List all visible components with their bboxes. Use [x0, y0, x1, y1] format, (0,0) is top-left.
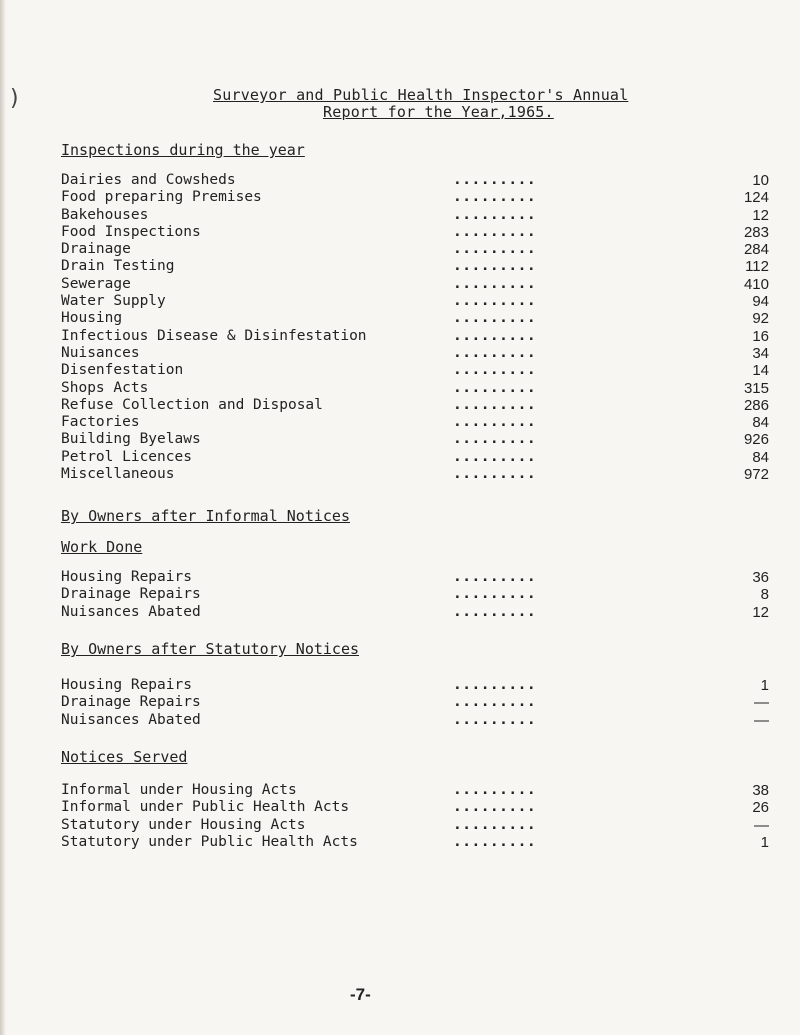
table-row [61, 345, 781, 362]
dot-leader: ......... [453, 223, 537, 240]
row-label: Statutory under Public Health Acts [61, 833, 358, 850]
table-row [61, 276, 781, 293]
row-label: Infectious Disease & Disinfestation [61, 327, 367, 344]
dot-leader: ......... [453, 677, 537, 693]
row-label: Housing [61, 310, 123, 327]
dot-leader: ......... [453, 711, 537, 728]
row-value: 124 [743, 189, 769, 207]
row-label: Miscellaneous [61, 466, 175, 483]
row-label: Food Inspections [61, 223, 201, 240]
row-value: — [754, 711, 769, 729]
table-row [61, 569, 781, 586]
row-value: 972 [743, 466, 769, 484]
row-value: 112 [745, 258, 769, 276]
dot-leader: ......... [453, 241, 537, 258]
dot-leader: ......... [453, 344, 537, 361]
row-value: 84 [752, 414, 769, 432]
work-done-heading: Work Done [61, 538, 143, 556]
row-value: 926 [743, 431, 769, 449]
table-row [61, 380, 781, 397]
table-row [61, 258, 781, 275]
row-value: 283 [743, 223, 769, 241]
row-label: Disenfestation [61, 362, 184, 379]
table-row [61, 328, 781, 345]
row-value: 315 [743, 379, 769, 397]
row-label: Drainage Repairs [61, 694, 201, 711]
binding-mark: ) [8, 86, 22, 111]
row-label: Drainage [61, 241, 131, 258]
row-label: Building Byelaws [61, 431, 201, 448]
dot-leader: ......... [453, 414, 537, 431]
page-edge-shadow [0, 0, 6, 1035]
row-label: Informal under Public Health Acts [61, 799, 350, 816]
table-row [61, 449, 781, 466]
row-value: — [754, 816, 769, 834]
row-value: 1 [760, 833, 769, 851]
table-row [61, 586, 781, 603]
table-row [61, 172, 781, 189]
table-row [61, 362, 781, 379]
row-value: 14 [752, 362, 769, 380]
inspections-list [61, 172, 781, 483]
row-value: 16 [752, 327, 769, 345]
row-label: Nuisances Abated [61, 711, 201, 728]
informal-notices-heading: By Owners after Informal Notices [61, 507, 350, 525]
row-value: 12 [752, 206, 769, 224]
title-line-1: Surveyor and Public Health Inspector's Annual [213, 86, 629, 104]
row-label: Drain Testing [61, 258, 175, 275]
table-row [61, 799, 781, 816]
table-row [61, 712, 781, 729]
table-row [61, 241, 781, 258]
row-value: — [754, 694, 769, 712]
row-value: 36 [752, 569, 769, 586]
row-label: Nuisances [61, 344, 140, 361]
row-label: Bakehouses [61, 206, 149, 223]
statutory-notices-heading: By Owners after Statutory Notices [61, 640, 360, 658]
row-label: Sewerage [61, 275, 131, 292]
dot-leader: ......... [453, 448, 537, 465]
row-value: 10 [752, 172, 769, 189]
row-label: Factories [61, 414, 140, 431]
row-value: 92 [752, 310, 769, 328]
notices-served-heading: Notices Served [61, 748, 188, 766]
row-value: 34 [752, 344, 769, 362]
row-label: Nuisances Abated [61, 603, 201, 620]
row-label: Water Supply [61, 293, 166, 310]
dot-leader: ......... [453, 379, 537, 396]
dot-leader: ......... [453, 586, 537, 603]
dot-leader: ......... [453, 782, 537, 798]
table-row [61, 189, 781, 206]
table-row [61, 782, 781, 799]
dot-leader: ......... [453, 694, 537, 711]
dot-leader: ......... [453, 396, 537, 413]
row-label: Shops Acts [61, 379, 149, 396]
table-row [61, 431, 781, 448]
table-row [61, 224, 781, 241]
table-row [61, 397, 781, 414]
dot-leader: ......... [453, 569, 537, 585]
dot-leader: ......... [453, 293, 537, 310]
row-value: 84 [752, 448, 769, 466]
table-row [61, 694, 781, 711]
row-label: Informal under Housing Acts [61, 782, 297, 798]
inspections-heading: Inspections during the year [61, 141, 305, 159]
row-value: 284 [743, 241, 769, 259]
table-row [61, 207, 781, 224]
dot-leader: ......... [453, 362, 537, 379]
table-row [61, 414, 781, 431]
dot-leader: ......... [453, 327, 537, 344]
table-row [61, 310, 781, 327]
row-value: 12 [752, 603, 769, 621]
notices-served-list [61, 782, 781, 851]
row-label: Food preparing Premises [61, 189, 262, 206]
dot-leader: ......... [453, 258, 537, 275]
row-value: 1 [760, 677, 769, 694]
row-value: 410 [743, 275, 769, 293]
row-label: Petrol Licences [61, 448, 192, 465]
dot-leader: ......... [453, 189, 537, 206]
row-label: Housing Repairs [61, 569, 192, 585]
table-row [61, 604, 781, 621]
dot-leader: ......... [453, 275, 537, 292]
row-value: 94 [752, 293, 769, 311]
dot-leader: ......... [453, 833, 537, 850]
row-label: Refuse Collection and Disposal [61, 396, 323, 413]
table-row [61, 466, 781, 483]
dot-leader: ......... [453, 603, 537, 620]
dot-leader: ......... [453, 799, 537, 816]
row-value: 286 [743, 396, 769, 414]
row-value: 26 [752, 799, 769, 817]
row-label: Housing Repairs [61, 677, 192, 693]
table-row [61, 677, 781, 694]
dot-leader: ......... [453, 310, 537, 327]
row-label: Dairies and Cowsheds [61, 172, 236, 188]
table-row [61, 293, 781, 310]
dot-leader: ......... [453, 816, 537, 833]
table-row [61, 817, 781, 834]
dot-leader: ......... [453, 172, 537, 188]
dot-leader: ......... [453, 466, 537, 483]
row-label: Statutory under Housing Acts [61, 816, 306, 833]
dot-leader: ......... [453, 206, 537, 223]
row-value: 8 [760, 586, 769, 604]
table-row [61, 834, 781, 851]
page-number: -7- [350, 985, 371, 1004]
title-line-2: Report for the Year,1965. [323, 103, 554, 121]
row-label: Drainage Repairs [61, 586, 201, 603]
statutory-notices-list [61, 677, 781, 729]
row-value: 38 [752, 782, 769, 799]
dot-leader: ......... [453, 431, 537, 448]
informal-notices-list [61, 569, 781, 621]
